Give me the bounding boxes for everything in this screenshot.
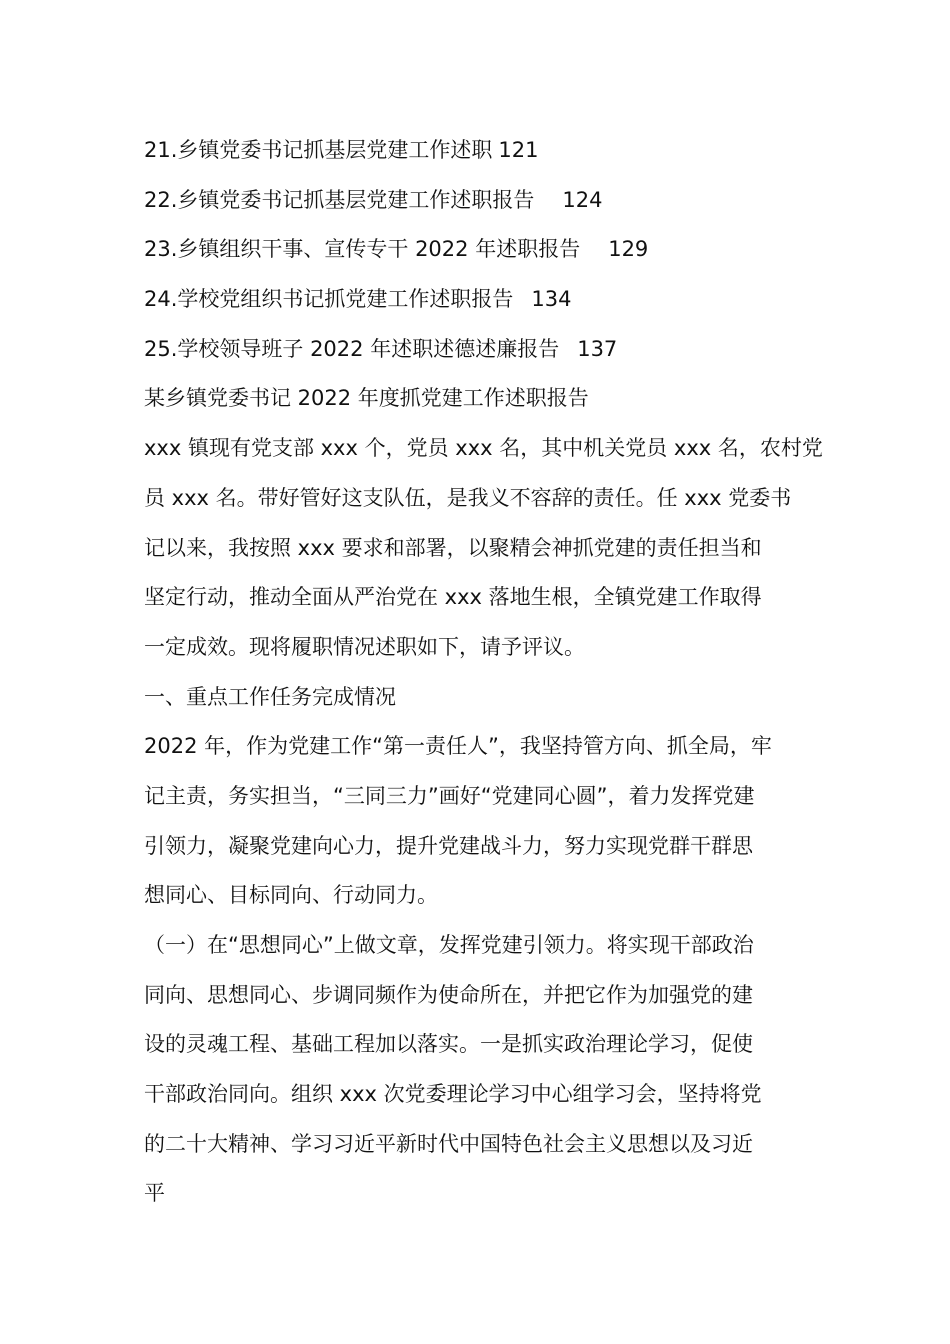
toc-entry-title: 25.学校领导班子 2022 年述职述德述廉报告 (144, 336, 560, 361)
paragraph-line: （一）在“思想同心”上做文章，发挥党建引领力。将实现干部政治 (144, 933, 754, 957)
toc-entry (144, 275, 814, 325)
toc-entry-page: 134 (531, 287, 572, 312)
paragraph-line: 坚定行动，推动全面从严治党在 xxx 落地生根，全镇党建工作取得 (144, 585, 762, 610)
document-title: 某乡镇党委书记 2022 年度抓党建工作述职报告 (144, 386, 589, 411)
paragraph-line: 记主责，务实担当，“三同三力”画好“党建同心圆”，着力发挥党建 (144, 783, 755, 808)
intro-paragraph (144, 424, 823, 672)
toc-entry-title: 21.乡镇党委书记抓基层党建工作述职 (144, 138, 493, 162)
toc-entry-title: 22.乡镇党委书记抓基层党建工作述职报告 (144, 187, 535, 212)
paragraph-line: 同向、思想同心、步调同频作为使命所在，并把它作为加强党的建 (144, 982, 753, 1007)
paragraph-line: 员 xxx 名。带好管好这支队伍，是我义不容辞的责任。任 xxx 党委书 (144, 485, 792, 510)
toc-entry (144, 225, 814, 275)
toc-entry-page: 124 (562, 187, 603, 212)
paragraph-line: 想同心、目标同向、行动同力。 (144, 883, 438, 908)
toc-entry (144, 325, 814, 375)
toc-entry-title: 24.学校党组织书记抓党建工作述职报告 (144, 287, 514, 312)
paragraph-line: 平 (144, 1181, 165, 1206)
section-paragraph (144, 722, 814, 921)
paragraph-line: 记以来，我按照 xxx 要求和部署，以聚精会神抓党建的责任担当和 (144, 535, 762, 560)
paragraph-line: 2022 年，作为党建工作“第一责任人”，我坚持管方向、抓全局，牢 (144, 734, 772, 759)
paragraph-line: 设的灵魂工程、基础工程加以落实。一是抓实政治理论学习，促使 (144, 1032, 753, 1057)
toc-entry-page: 121 (498, 138, 539, 162)
toc-entry-page: 137 (577, 336, 618, 361)
subsection-paragraph (144, 921, 814, 1219)
paragraph-line: 的二十大精神、学习习近平新时代中国特色社会主义思想以及习近 (144, 1131, 753, 1156)
section-heading: 一、重点工作任务完成情况 (144, 684, 396, 709)
toc-entry-page: 129 (608, 237, 649, 262)
toc-entry (144, 126, 814, 176)
document-page (144, 126, 823, 1219)
toc-entry (144, 176, 814, 226)
toc-entry-title: 23.乡镇组织干事、宣传专干 2022 年述职报告 (144, 237, 581, 262)
paragraph-line: xxx 镇现有党支部 xxx 个，党员 xxx 名，其中机关党员 xxx 名，农村党 (144, 436, 823, 461)
paragraph-line: 干部政治同向。组织 xxx 次党委理论学习中心组学习会，坚持将党 (144, 1082, 762, 1107)
paragraph-line: 一定成效。现将履职情况述职如下，请予评议。 (144, 634, 585, 659)
paragraph-line: 引领力，凝聚党建向心力，提升党建战斗力，努力实现党群干群思 (144, 833, 753, 858)
table-of-contents (144, 126, 814, 374)
